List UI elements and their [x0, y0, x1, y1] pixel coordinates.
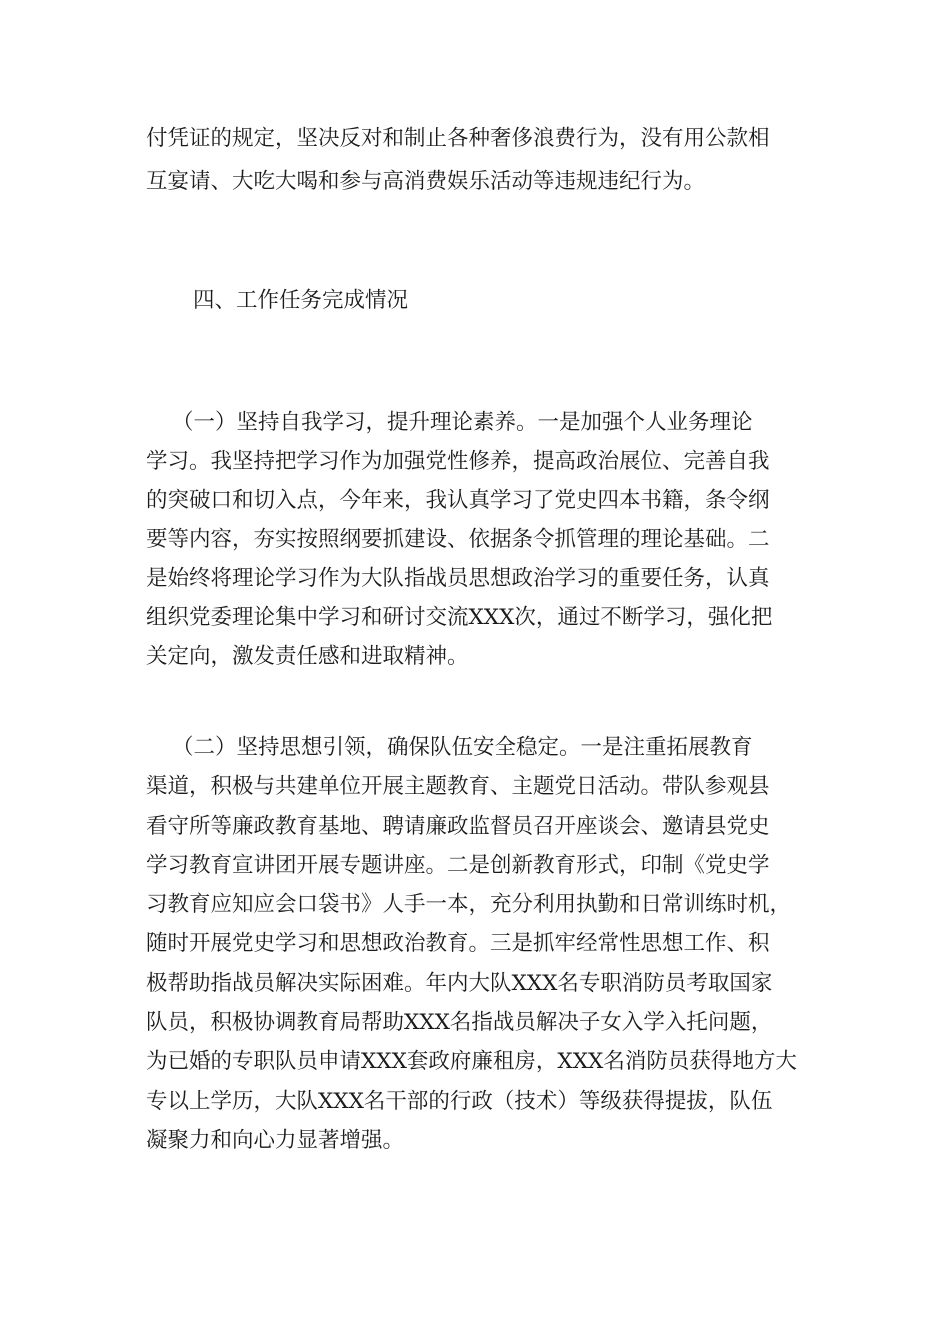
paragraph-line: 渠道，积极与共建单位开展主题教育、主题党日活动。带队参观县 — [146, 774, 770, 800]
paragraph-line: 看守所等廉政教育基地、聘请廉政监督员召开座谈会、邀请县党史 — [146, 813, 770, 839]
paragraph-study — [146, 403, 806, 676]
paragraph-line: 专以上学历，大队XXX名干部的行政（技术）等级获得提拔，队伍 — [146, 1088, 773, 1114]
paragraph-line: （一）坚持自我学习，提升理论素养。一是加强个人业务理论 — [172, 410, 753, 435]
paragraph-line: 学习教育宣讲团开展专题讲座。二是创新教育形式，印制《党史学 — [146, 852, 770, 878]
paragraph-line: 为已婚的专职队员申请XXX套政府廉租房，XXX名消防员获得地方大 — [146, 1049, 797, 1075]
paragraph-line: 学习。我坚持把学习作为加强党性修养，提高政治展位、完善自我 — [146, 449, 770, 474]
paragraph-line: 随时开展党史学习和思想政治教育。三是抓牢经常性思想工作、积 — [146, 931, 770, 957]
paragraph-line: 习教育应知应会口袋书》人手一本，充分利用执勤和日常训练时机， — [146, 892, 792, 918]
carryover-line-2: 互宴请、大吃大喝和参与高消费娱乐活动等违规违纪行为。 — [146, 169, 706, 194]
section-heading: 四、工作任务完成情况 — [193, 288, 409, 313]
paragraph-line: 组织党委理论集中学习和研讨交流XXX次，通过不断学习，强化把 — [146, 605, 773, 630]
paragraph-line: 关定向，激发责任感和进取精神。 — [146, 644, 469, 669]
paragraph-line: 的突破口和切入点，今年来，我认真学习了党史四本书籍，条令纲 — [146, 488, 770, 513]
paragraph-line: （二）坚持思想引领，确保队伍安全稳定。一是注重拓展教育 — [172, 735, 753, 760]
paragraph-line: 是始终将理论学习作为大队指战员思想政治学习的重要任务，认真 — [146, 566, 770, 591]
carryover-line-1: 付凭证的规定，坚决反对和制止各种奢侈浪费行为，没有用公款相 — [146, 126, 770, 151]
paragraph-line: 凝聚力和向心力显著增强。 — [146, 1127, 405, 1153]
paragraph-line: 要等内容，夯实按照纲要抓建设、依据条令抓管理的理论基础。二 — [146, 527, 770, 552]
paragraph-line: 队员，积极协调教育局帮助XXX名指战员解决子女入学入托问题， — [146, 1010, 773, 1036]
paragraph-line: 极帮助指战员解决实际困难。年内大队XXX名专职消防员考取国家 — [146, 970, 773, 996]
paragraph-ideology — [146, 728, 806, 1160]
